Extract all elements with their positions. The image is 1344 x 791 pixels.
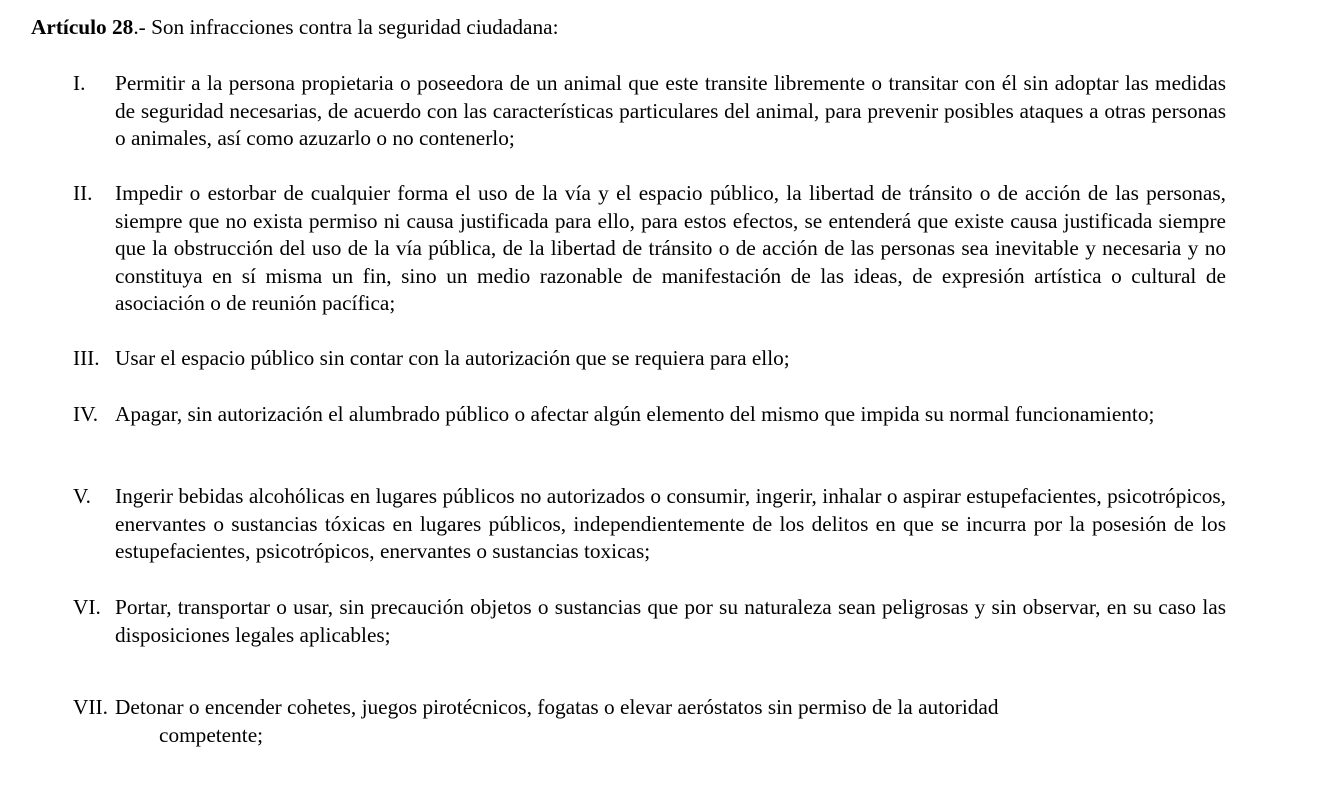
list-item (73, 70, 1226, 153)
item-numeral: V. (73, 484, 91, 508)
item-text: Portar, transportar o usar, sin precaución objetos o sustancias que por su naturaleza sean peligrosas y sin observar, en su caso las disposiciones legales aplicables; (115, 595, 1226, 647)
item-text-first-line: Detonar o encender cohetes, juegos pirotécnicos, fogatas o elevar aeróstatos sin permiso de la autoridad (115, 695, 999, 719)
item-text: Impedir o estorbar de cualquier forma el uso de la vía y el espacio público, la libertad de tránsito o de acción de las personas, siempre que no exista permiso ni causa justificada para ello, para estos efectos, se entenderá que existe causa justificada siempre que la obstrucción del uso de la vía pública, de la libertad de tránsito o de acción de las personas sea inevitable y necesaria y no constituya en sí misma un fin, sino un medio razonable de manifestación de las ideas, de expresión artística o cultural de asociación o de reunión pacífica; (115, 181, 1226, 315)
item-text-continuation: competente; (159, 722, 264, 747)
item-text: Usar el espacio público sin contar con la autorización que se requiera para ello; (115, 346, 790, 370)
list-item (73, 401, 1226, 429)
article-intro: .- Son infracciones contra la seguridad ciudadana: (133, 15, 559, 39)
item-numeral: II. (73, 181, 93, 205)
item-text (73, 694, 1226, 749)
list-item (73, 180, 1226, 318)
list-item (73, 594, 1226, 649)
item-numeral: III. (73, 346, 100, 370)
item-text: Apagar, sin autorización el alumbrado público o afectar algún elemento del mismo que impida su normal funcionamiento; (115, 402, 1155, 426)
article-heading (31, 14, 559, 42)
list-item (73, 483, 1226, 566)
item-numeral: VI. (73, 595, 101, 619)
item-numeral: VII. (73, 695, 108, 719)
list-item (73, 345, 1226, 373)
article-label: Artículo 28 (31, 15, 134, 39)
item-text: Ingerir bebidas alcohólicas en lugares públicos no autorizados o consumir, ingerir, inhalar o aspirar estupefacientes, psicotrópicos, enervantes o sustancias tóxicas en lugares públicos, independientemente de los delitos en que se incurra por la posesión de los estupefacientes, psicotrópicos, enervantes o sustancias toxicas; (115, 484, 1226, 563)
item-text: Permitir a la persona propietaria o poseedora de un animal que este transite libremente o transitar con él sin adoptar las medidas de seguridad necesarias, de acuerdo con las características particulares del animal, para prevenir posibles ataques a otras personas o animales, así como azuzarlo o no contenerlo; (115, 71, 1226, 150)
item-numeral: IV. (73, 402, 99, 426)
list-item (73, 694, 1226, 749)
item-numeral: I. (73, 71, 86, 95)
